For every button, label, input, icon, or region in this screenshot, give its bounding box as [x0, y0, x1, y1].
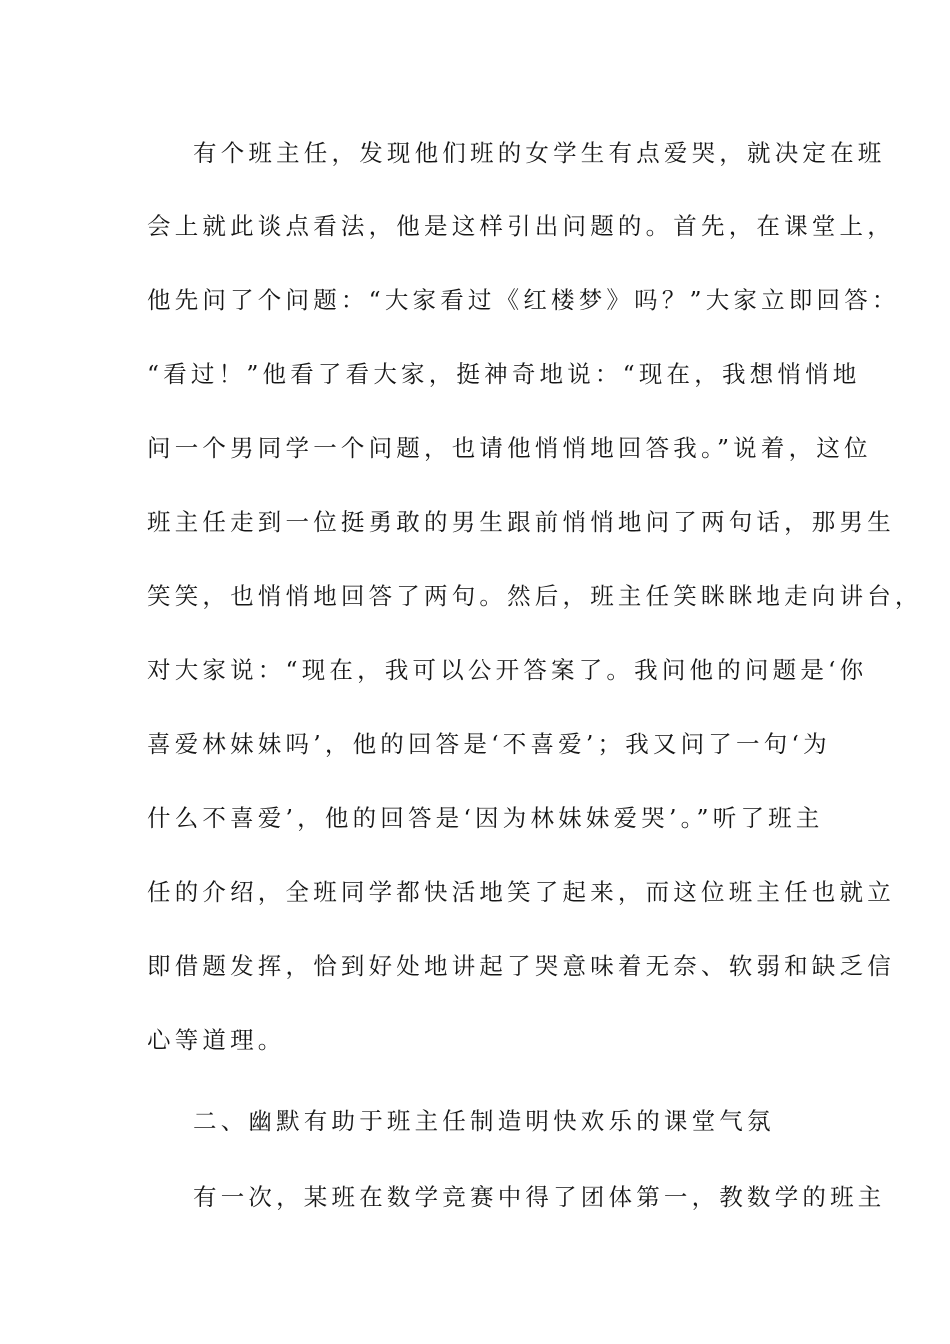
- paragraph-1-line-9: 喜爱林妹妹吗’，他的回答是‘不喜爱’；我又问了一句‘为: [147, 730, 831, 758]
- paragraph-1-line-13: 心等道理。: [147, 1026, 286, 1054]
- paragraph-1-line-6: 班主任走到一位挺勇敢的男生跟前悄悄地问了两句话，那男生: [147, 508, 895, 536]
- paragraph-1-line-12: 即借题发挥，恰到好处地讲起了哭意味着无奈、软弱和缺乏信: [147, 952, 895, 980]
- paragraph-1-line-8: 对大家说：“现在，我可以公开答案了。我问他的问题是‘你: [147, 656, 868, 684]
- paragraph-1-line-7: 笑笑，也悄悄地回答了两句。然后，班主任笑眯眯地走向讲台，: [147, 582, 923, 610]
- paragraph-2-line-1: 有一次，某班在数学竞赛中得了团体第一，教数学的班主: [193, 1183, 886, 1211]
- paragraph-1-line-1: 有个班主任，发现他们班的女学生有点爱哭，就决定在班: [193, 139, 886, 167]
- paragraph-1-line-3: 他先问了个问题：“大家看过《红楼梦》吗？”大家立即回答：: [147, 286, 900, 314]
- paragraph-1-line-5: 问一个男同学一个问题，也请他悄悄地回答我。”说着，这位: [147, 434, 872, 462]
- paragraph-1-line-10: 什么不喜爱’，他的回答是‘因为林妹妹爱哭’。”听了班主: [147, 804, 824, 832]
- paragraph-1-line-2: 会上就此谈点看法，他是这样引出问题的。首先，在课堂上，: [147, 212, 895, 240]
- paragraph-1-line-11: 任的介绍，全班同学都快活地笑了起来，而这位班主任也就立: [147, 878, 895, 906]
- paragraph-1-line-4: “看过！”他看了看大家，挺神奇地说：“现在，我想悄悄地: [147, 360, 861, 388]
- section-heading: 二、幽默有助于班主任制造明快欢乐的课堂气氛: [193, 1107, 775, 1135]
